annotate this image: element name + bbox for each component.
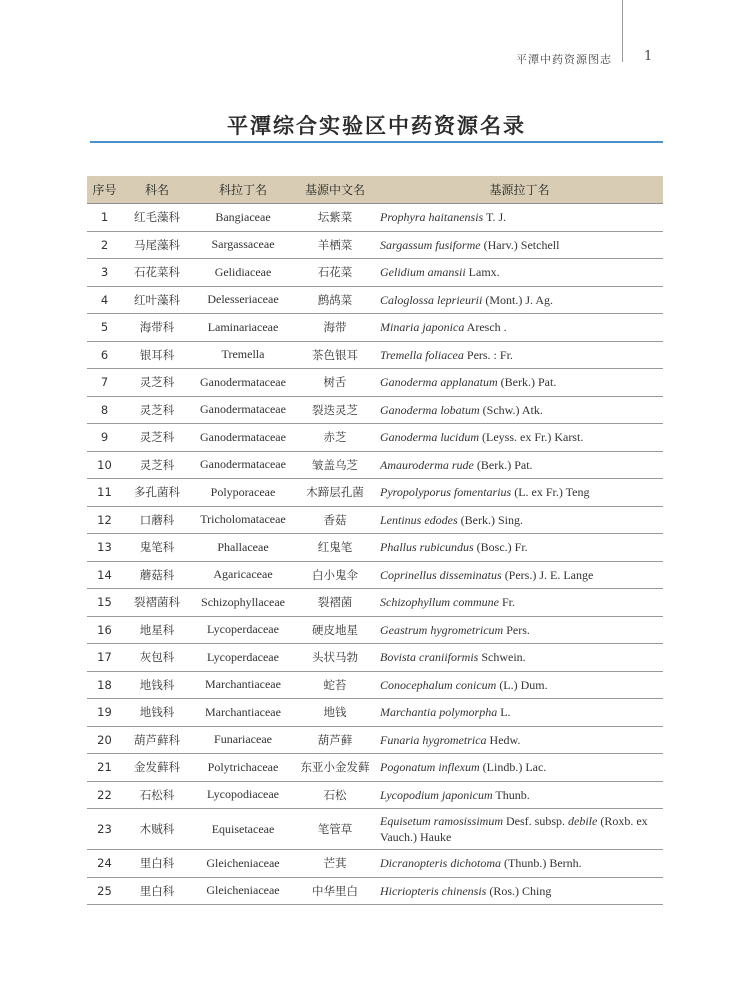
family-name: 鬼笔科: [122, 534, 192, 562]
source-chinese-name: 红鬼笔: [294, 534, 376, 562]
source-latin-name: [376, 204, 663, 232]
family-latin-name: Marchantiaceae: [192, 671, 294, 699]
species-epithet: Marchantia polymorpha: [380, 705, 498, 720]
source-latin-name: [376, 589, 663, 617]
family-latin-name: Gleicheniaceae: [192, 877, 294, 905]
source-latin-name: [376, 699, 663, 727]
family-name: 裂褶菌科: [122, 589, 192, 617]
source-chinese-name: 石花菜: [294, 259, 376, 287]
source-chinese-name: 白小鬼伞: [294, 561, 376, 589]
row-number: 1: [87, 204, 122, 232]
source-latin-name: [376, 286, 663, 314]
family-latin-name: Polyporaceae: [192, 479, 294, 507]
species-authority: (Thunb.) Bernh.: [501, 856, 582, 871]
family-name: 海带科: [122, 314, 192, 342]
species-epithet: Amauroderma rude: [380, 457, 474, 472]
species-epithet: Pyropolyporus fomentarius: [380, 485, 512, 500]
family-name: 地星科: [122, 616, 192, 644]
page-title: 平潭综合实验区中药资源名录: [227, 114, 526, 138]
table-row: [87, 424, 663, 452]
family-name: 口蘑科: [122, 506, 192, 534]
source-latin-name: [376, 534, 663, 562]
species-authority: (Ros.) Ching: [486, 883, 552, 898]
species-epithet: Schizophyllum commune: [380, 595, 499, 610]
source-chinese-name: 芒萁: [294, 850, 376, 878]
page-number: 1: [644, 49, 653, 64]
family-latin-name: Lycoperdaceae: [192, 644, 294, 672]
species-authority: Lamx.: [465, 265, 500, 280]
species-epithet: Sargassum fusiforme: [380, 237, 481, 252]
species-authority: T. J.: [483, 210, 507, 225]
family-name: 蘑菇科: [122, 561, 192, 589]
family-name: 石松科: [122, 781, 192, 809]
source-chinese-name: 裂迭灵芝: [294, 396, 376, 424]
family-name: 地钱科: [122, 671, 192, 699]
family-latin-name: Marchantiaceae: [192, 699, 294, 727]
family-latin-name: Gleicheniaceae: [192, 850, 294, 878]
source-latin-name: [376, 506, 663, 534]
species-authority: (Pers.) J. E. Lange: [501, 567, 594, 582]
family-name: 金发藓科: [122, 754, 192, 782]
table-row: [87, 671, 663, 699]
family-latin-name: Ganodermataceae: [192, 451, 294, 479]
source-latin-name: [376, 781, 663, 809]
species-epithet: Phallus rubicundus: [380, 540, 474, 555]
species-epithet: Ganoderma lucidum: [380, 430, 479, 445]
table-body: [87, 204, 663, 905]
family-latin-name: Tricholomataceae: [192, 506, 294, 534]
table-row: [87, 644, 663, 672]
family-latin-name: Ganodermataceae: [192, 424, 294, 452]
species-epithet: Pogonatum inflexum: [380, 760, 480, 775]
species-epithet: Tremella foliacea: [380, 347, 464, 362]
species-epithet: debile: [568, 814, 598, 828]
row-number: 11: [87, 479, 122, 507]
source-chinese-name: 坛紫菜: [294, 204, 376, 232]
source-chinese-name: 香菇: [294, 506, 376, 534]
running-head-title: 平潭中药资源图志: [516, 53, 612, 66]
family-name: 灵芝科: [122, 424, 192, 452]
source-chinese-name: 硬皮地星: [294, 616, 376, 644]
family-name: 灵芝科: [122, 396, 192, 424]
source-chinese-name: 赤芝: [294, 424, 376, 452]
species-authority: Thunb.: [492, 787, 530, 802]
species-authority: (Bosc.) Fr.: [473, 540, 528, 555]
table-row: [87, 506, 663, 534]
family-name: 灰包科: [122, 644, 192, 672]
table-row: [87, 781, 663, 809]
family-latin-name: Funariaceae: [192, 726, 294, 754]
table-row: [87, 561, 663, 589]
row-number: 20: [87, 726, 122, 754]
species-authority: Fr.: [498, 595, 515, 610]
species-authority: (Leyss. ex Fr.) Karst.: [479, 430, 584, 445]
source-latin-name: [376, 726, 663, 754]
table-row: [87, 877, 663, 905]
species-authority: Hedw.: [486, 732, 521, 747]
column-header-number: 序号: [87, 176, 122, 204]
family-name: 里白科: [122, 877, 192, 905]
species-authority: (Schw.) Atk.: [479, 402, 543, 417]
species-authority: (Roxb. ex Vauch.) Hauke: [380, 814, 648, 844]
row-number: 19: [87, 699, 122, 727]
family-name: 里白科: [122, 850, 192, 878]
species-authority: Desf. subsp.: [503, 814, 569, 828]
source-latin-name: [376, 424, 663, 452]
species-authority: (Berk.) Sing.: [457, 512, 523, 527]
source-chinese-name: 笔管草: [294, 809, 376, 850]
family-latin-name: Ganodermataceae: [192, 369, 294, 397]
family-latin-name: Bangiaceae: [192, 204, 294, 232]
family-name: 地钱科: [122, 699, 192, 727]
source-latin-name: [376, 341, 663, 369]
species-epithet: Caloglossa leprieurii: [380, 292, 483, 307]
source-latin-name: [376, 671, 663, 699]
family-latin-name: Lycoperdaceae: [192, 616, 294, 644]
family-latin-name: Agaricaceae: [192, 561, 294, 589]
row-number: 13: [87, 534, 122, 562]
title-underline: [90, 141, 663, 143]
species-authority: (Mont.) J. Ag.: [482, 292, 554, 307]
family-latin-name: Sargassaceae: [192, 231, 294, 259]
family-latin-name: Phallaceae: [192, 534, 294, 562]
row-number: 15: [87, 589, 122, 617]
source-chinese-name: 葫芦藓: [294, 726, 376, 754]
table-row: [87, 699, 663, 727]
column-header-source-latin: 基源拉丁名: [376, 176, 663, 204]
table-row: [87, 726, 663, 754]
row-number: 7: [87, 369, 122, 397]
source-latin-name: [376, 850, 663, 878]
species-authority: Schwein.: [478, 650, 526, 665]
table-row: [87, 259, 663, 287]
species-epithet: Bovista craniiformis: [380, 650, 479, 665]
source-latin-name: [376, 754, 663, 782]
source-latin-name: [376, 231, 663, 259]
source-latin-name: [376, 369, 663, 397]
row-number: 12: [87, 506, 122, 534]
row-number: 22: [87, 781, 122, 809]
table-row: [87, 754, 663, 782]
species-epithet: Geastrum hygrometricum: [380, 622, 504, 637]
family-name: 红毛藻科: [122, 204, 192, 232]
source-chinese-name: 石松: [294, 781, 376, 809]
source-chinese-name: 蛇苔: [294, 671, 376, 699]
row-number: 3: [87, 259, 122, 287]
row-number: 8: [87, 396, 122, 424]
species-table: [87, 176, 663, 905]
species-epithet: Funaria hygrometrica: [380, 732, 487, 747]
row-number: 23: [87, 809, 122, 850]
species-epithet: Hicriopteris chinensis: [380, 883, 487, 898]
family-latin-name: Laminariaceae: [192, 314, 294, 342]
species-authority: (L.) Dum.: [496, 677, 548, 692]
source-chinese-name: 头状马勃: [294, 644, 376, 672]
source-latin-name: [376, 314, 663, 342]
row-number: 4: [87, 286, 122, 314]
table-row: [87, 850, 663, 878]
table-row: [87, 341, 663, 369]
source-chinese-name: 中华里白: [294, 877, 376, 905]
source-chinese-name: 鹧鸪菜: [294, 286, 376, 314]
family-latin-name: Gelidiaceae: [192, 259, 294, 287]
family-latin-name: Lycopodiaceae: [192, 781, 294, 809]
species-epithet: Ganoderma applanatum: [380, 375, 498, 390]
source-latin-name: [376, 877, 663, 905]
species-authority: (Berk.) Pat.: [473, 457, 533, 472]
source-chinese-name: 茶色银耳: [294, 341, 376, 369]
source-chinese-name: 树舌: [294, 369, 376, 397]
table-row: [87, 616, 663, 644]
table-row: [87, 534, 663, 562]
table-row: [87, 451, 663, 479]
table-row: [87, 369, 663, 397]
table-row: [87, 589, 663, 617]
species-epithet: Equisetum ramosissimum: [380, 814, 504, 828]
table-row: [87, 314, 663, 342]
table-row: [87, 479, 663, 507]
species-authority: Aresch .: [464, 320, 507, 335]
column-header-family-latin: 科拉丁名: [192, 176, 294, 204]
species-authority: (Harv.) Setchell: [480, 237, 560, 252]
family-name: 马尾藻科: [122, 231, 192, 259]
species-authority: Pers.: [503, 622, 530, 637]
species-authority: (L. ex Fr.) Teng: [511, 485, 590, 500]
row-number: 10: [87, 451, 122, 479]
species-authority: (Lindb.) Lac.: [479, 760, 547, 775]
source-latin-name: [376, 396, 663, 424]
family-name: 木贼科: [122, 809, 192, 850]
family-name: 灵芝科: [122, 369, 192, 397]
source-latin-name: [376, 259, 663, 287]
species-epithet: Prophyra haitanensis: [380, 210, 484, 225]
family-name: 石花菜科: [122, 259, 192, 287]
species-authority: L.: [497, 705, 511, 720]
table-header-row: [87, 176, 663, 204]
species-epithet: Dicranopteris dichotoma: [380, 856, 501, 871]
header-vertical-rule: [622, 0, 623, 62]
row-number: 14: [87, 561, 122, 589]
row-number: 16: [87, 616, 122, 644]
source-latin-name: [376, 561, 663, 589]
species-epithet: Lentinus edodes: [380, 512, 458, 527]
source-latin-name: [376, 809, 663, 850]
family-name: 多孔菌科: [122, 479, 192, 507]
family-latin-name: Ganodermataceae: [192, 396, 294, 424]
source-chinese-name: 皱盖乌芝: [294, 451, 376, 479]
source-chinese-name: 东亚小金发藓: [294, 754, 376, 782]
source-chinese-name: 木蹄层孔菌: [294, 479, 376, 507]
source-chinese-name: 裂褶菌: [294, 589, 376, 617]
species-epithet: Lycopodium japonicum: [380, 787, 493, 802]
family-name: 红叶藻科: [122, 286, 192, 314]
family-name: 银耳科: [122, 341, 192, 369]
source-latin-name: [376, 644, 663, 672]
species-epithet: Gelidium amansii: [380, 265, 466, 280]
source-chinese-name: 羊栖菜: [294, 231, 376, 259]
table-row: [87, 231, 663, 259]
source-latin-name: [376, 479, 663, 507]
row-number: 5: [87, 314, 122, 342]
family-latin-name: Polytrichaceae: [192, 754, 294, 782]
table-row: [87, 396, 663, 424]
row-number: 25: [87, 877, 122, 905]
row-number: 24: [87, 850, 122, 878]
family-name: 灵芝科: [122, 451, 192, 479]
source-chinese-name: 海带: [294, 314, 376, 342]
table-row: [87, 286, 663, 314]
family-latin-name: Equisetaceae: [192, 809, 294, 850]
species-epithet: Ganoderma lobatum: [380, 402, 480, 417]
family-latin-name: Schizophyllaceae: [192, 589, 294, 617]
family-latin-name: Delesseriaceae: [192, 286, 294, 314]
row-number: 6: [87, 341, 122, 369]
row-number: 21: [87, 754, 122, 782]
species-epithet: Conocephalum conicum: [380, 677, 497, 692]
row-number: 2: [87, 231, 122, 259]
column-header-family: 科名: [122, 176, 192, 204]
species-authority: (Berk.) Pat.: [497, 375, 557, 390]
source-latin-name: [376, 451, 663, 479]
source-chinese-name: 地钱: [294, 699, 376, 727]
species-epithet: Coprinellus disseminatus: [380, 567, 502, 582]
table-row: [87, 809, 663, 850]
row-number: 17: [87, 644, 122, 672]
row-number: 9: [87, 424, 122, 452]
source-latin-name: [376, 616, 663, 644]
species-epithet: Minaria japonica: [380, 320, 465, 335]
species-authority: Pers. : Fr.: [463, 347, 513, 362]
column-header-source-chinese: 基源中文名: [294, 176, 376, 204]
table-row: [87, 204, 663, 232]
row-number: 18: [87, 671, 122, 699]
family-latin-name: Tremella: [192, 341, 294, 369]
family-name: 葫芦藓科: [122, 726, 192, 754]
